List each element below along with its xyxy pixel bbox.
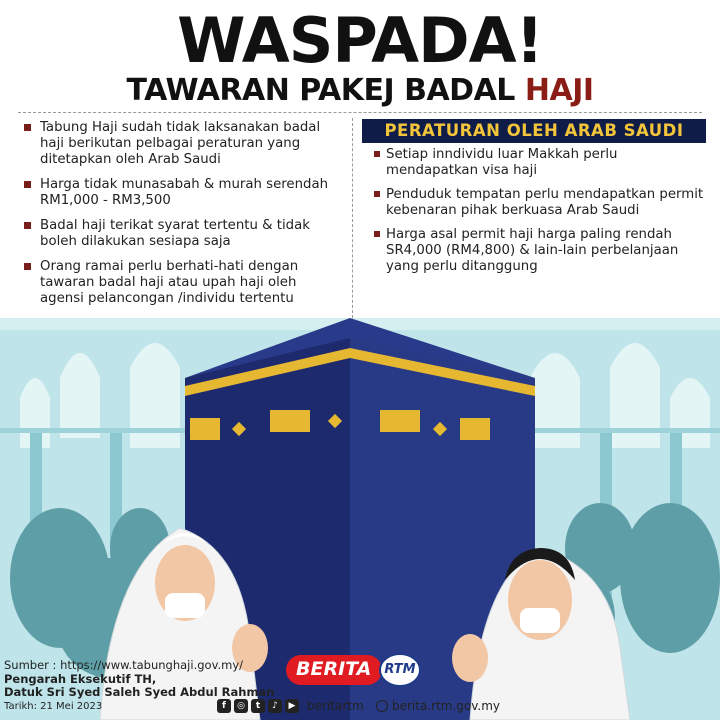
- twitter-icon[interactable]: t: [251, 699, 265, 713]
- list-item: Harga asal permit haji harga paling rendah SR4,000 (RM4,800) & lain-lain perbelanjaan yang perlu ditanggung: [374, 227, 710, 275]
- source-position: Pengarah Eksekutif TH,: [4, 671, 157, 686]
- left-points-list: [24, 120, 342, 316]
- list-item: Orang ramai perlu berhati-hati dengan tawaran badal haji atau upah haji oleh agensi pelancongan /individu tertentu: [24, 259, 342, 307]
- source-date: Tarikh: 21 Mei 2023: [4, 700, 103, 712]
- bullet-icon: [24, 222, 31, 229]
- youtube-icon[interactable]: ▶: [285, 699, 299, 713]
- facebook-icon[interactable]: f: [217, 699, 231, 713]
- top-divider: [18, 112, 702, 113]
- right-points-list: [374, 147, 710, 283]
- social-handle[interactable]: beritartm: [307, 699, 364, 713]
- main-title: WASPADA!: [177, 4, 543, 77]
- bullet-icon: [24, 263, 31, 270]
- instagram-icon[interactable]: ◎: [234, 699, 248, 713]
- subtitle-main: TAWARAN PAKEJ BADAL: [126, 73, 525, 108]
- list-item: Harga tidak munasabah & murah serendah RM1,000 - RM3,500: [24, 177, 342, 209]
- bullet-icon: [374, 151, 380, 157]
- right-panel-title: PERATURAN OLEH ARAB SAUDI: [362, 119, 706, 143]
- subtitle-accent: HAJI: [524, 73, 594, 108]
- list-item: Tabung Haji sudah tidak laksanakan badal haji berikutan pelbagai peraturan yang ditetapkan oleh Arab Saudi: [24, 120, 342, 168]
- source-line: Sumber : https://www.tabunghaji.gov.my/: [4, 658, 244, 672]
- social-icons: [217, 699, 299, 713]
- list-item: Setiap inndividu luar Makkah perlu mendapatkan visa haji: [374, 147, 710, 179]
- website-link[interactable]: berita.rtm.gov.my: [376, 699, 500, 713]
- logo-text: BERITA: [296, 658, 372, 680]
- bullet-icon: [374, 191, 380, 197]
- rtm-text: RTM: [384, 662, 416, 677]
- list-item: Badal haji terikat syarat tertentu & tidak boleh dilakukan sesiapa saja: [24, 218, 342, 250]
- column-divider: [352, 118, 353, 318]
- bullet-icon: [374, 231, 380, 237]
- bullet-icon: [24, 124, 31, 131]
- globe-icon: [376, 700, 388, 712]
- subtitle: [0, 74, 720, 108]
- source-name: Datuk Sri Syed Saleh Syed Abdul Rahman: [4, 685, 275, 699]
- tiktok-icon[interactable]: ♪: [268, 699, 282, 713]
- bullet-icon: [24, 181, 31, 188]
- list-item: Penduduk tempatan perlu mendapatkan permit kebenaran pihak berkuasa Arab Saudi: [374, 187, 710, 219]
